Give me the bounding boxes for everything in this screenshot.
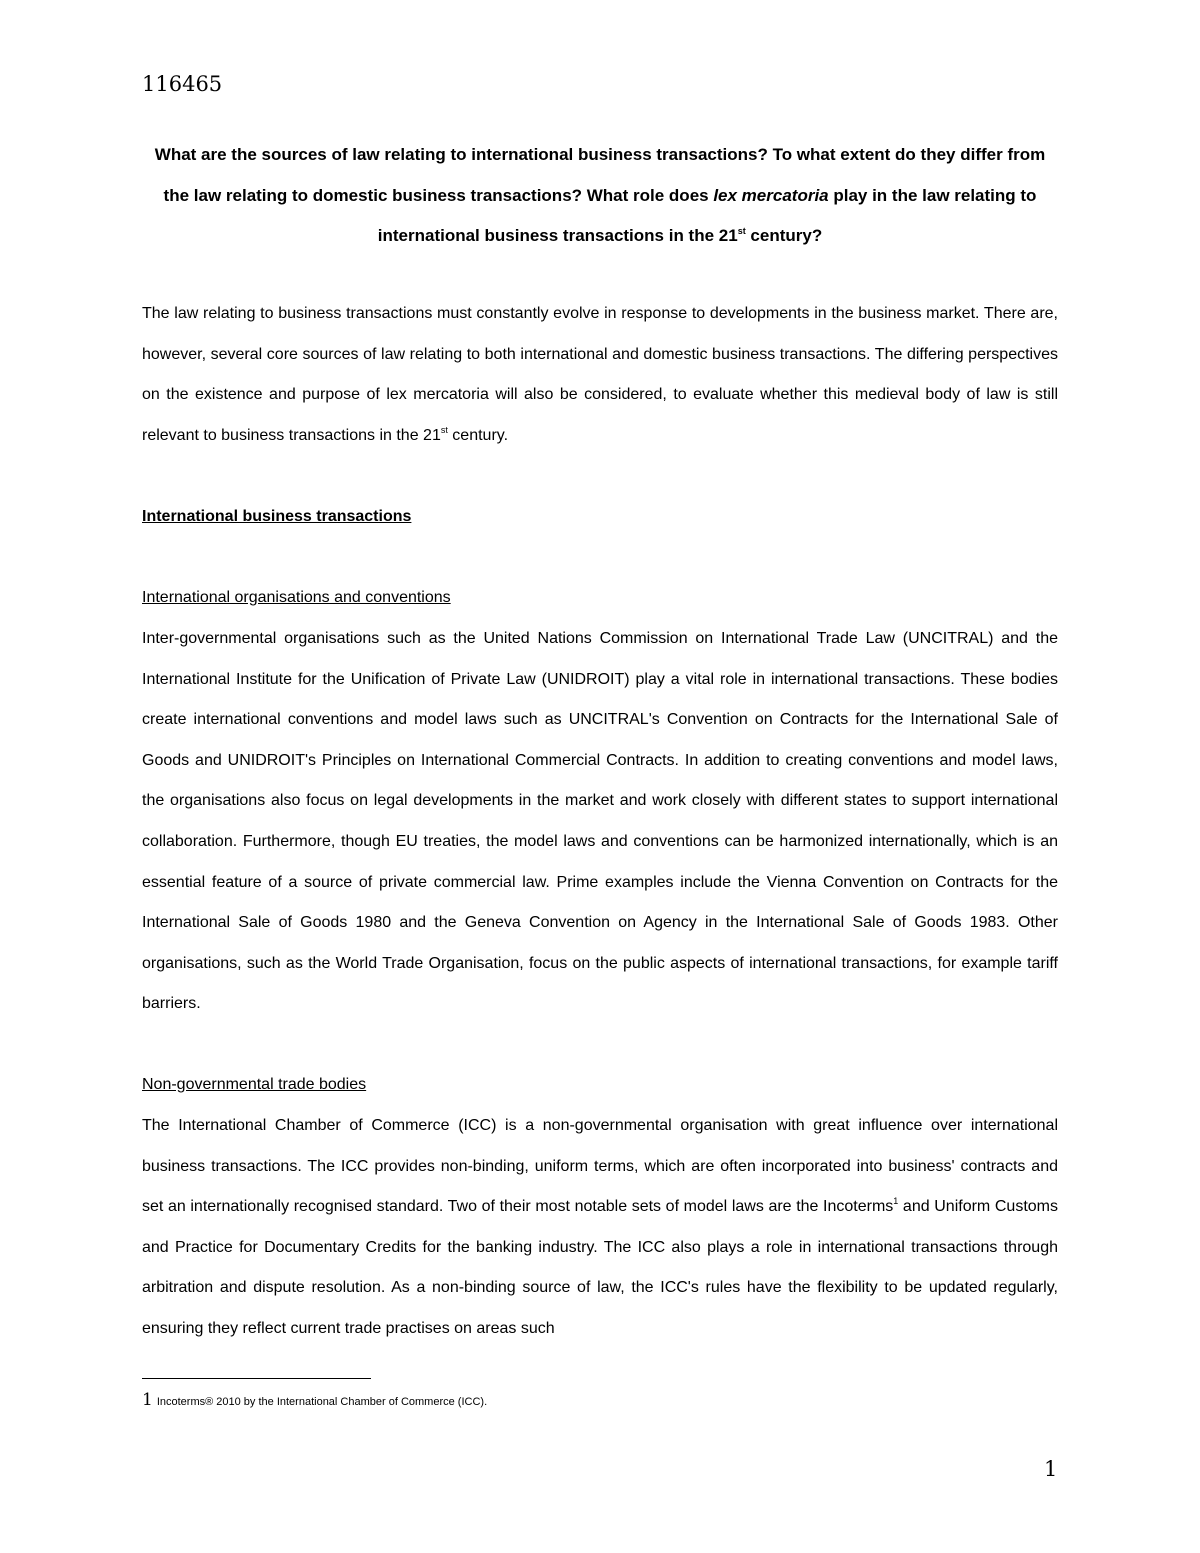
organisations-paragraph: Inter-governmental organisations such as the United Nations Commission on International Trade Law (UNCITRAL) and the International Institute for the Unification of Private Law (UNIDROIT) play a vital role in international transactions. These bodies create international conventions and model laws such as UNCITRAL's Convention on Contracts for the International Sale of Goods and UNIDROIT's Principles on International Commercial Contracts. In addition to creating conventions and model laws, the organisations also focus on legal developments in the market and work closely with different states to support international collaboration. Furthermore, though EU treaties, the model laws and conventions can be harmonized internationally, which is an essential feature of a source of private commercial law. Prime examples include the Vienna Convention on Contracts for the International Sale of Goods 1980 and the Geneva Convention on Agency in the International Sale of Goods 1983. Other organisations, such as the World Trade Organisation, focus on the public aspects of international transactions, for example tariff barriers. (142, 630, 1058, 1013)
footnote (142, 1390, 487, 1410)
intro-paragraph (142, 294, 1058, 456)
question-part-2: play in the law relating to international business transactions in the 21 (377, 185, 1037, 245)
question-part-3: century? (745, 226, 823, 245)
intro-end: century. (447, 426, 509, 444)
trade-bodies-paragraph (142, 1106, 1058, 1350)
trade-bodies-text-a: The International Chamber of Commerce (ICC) is a non-governmental organisation with great influence over international business transactions. The ICC provides non-binding, uniform terms, which are often incorporated into business' contracts and set an internationally recognised standard. Two of their most notable sets of model laws are the Incoterms (142, 1117, 1058, 1216)
section-heading: International business transactions (142, 508, 412, 525)
question-part-1: What are the sources of law relating to international business transactions? To what extent do they differ from the law relating to domestic business transactions? What role does (154, 145, 1046, 205)
trade-bodies-text-b: and Uniform Customs and Practice for Documentary Credits for the banking industry. The ICC also plays a role in international transactions through arbitration and dispute resolution. As a non-binding source of law, the ICC's rules have the flexibility to be updated regularly, ensuring they reflect current trade practises on areas such (142, 1198, 1058, 1337)
footnote-text: Incoterms® 2010 by the International Chamber of Commerce (ICC). (156, 1396, 488, 1408)
question-italic-term: lex mercatoria (713, 185, 829, 205)
intro-text: The law relating to business transactions must constantly evolve in response to developments in the business market. There are, however, several core sources of law relating to both international and domestic business transactions. The differing perspectives on the existence and purpose of lex mercatoria will also be considered, to evaluate whether this medieval body of law is still relevant to business transactions in the 21 (142, 305, 1058, 444)
page-number: 1 (1044, 1457, 1058, 1481)
subsection-heading-trade-bodies: Non-governmental trade bodies (142, 1076, 367, 1093)
essay-question (142, 135, 1058, 257)
footnote-separator (142, 1378, 371, 1379)
intro-superscript: st (440, 424, 448, 435)
footnote-number: 1 (142, 1390, 153, 1410)
footnote-reference[interactable]: 1 (893, 1196, 899, 1207)
question-superscript: st (737, 226, 746, 236)
subsection-heading-organisations: International organisations and conventions (142, 589, 451, 606)
student-id: 116465 (142, 72, 223, 96)
